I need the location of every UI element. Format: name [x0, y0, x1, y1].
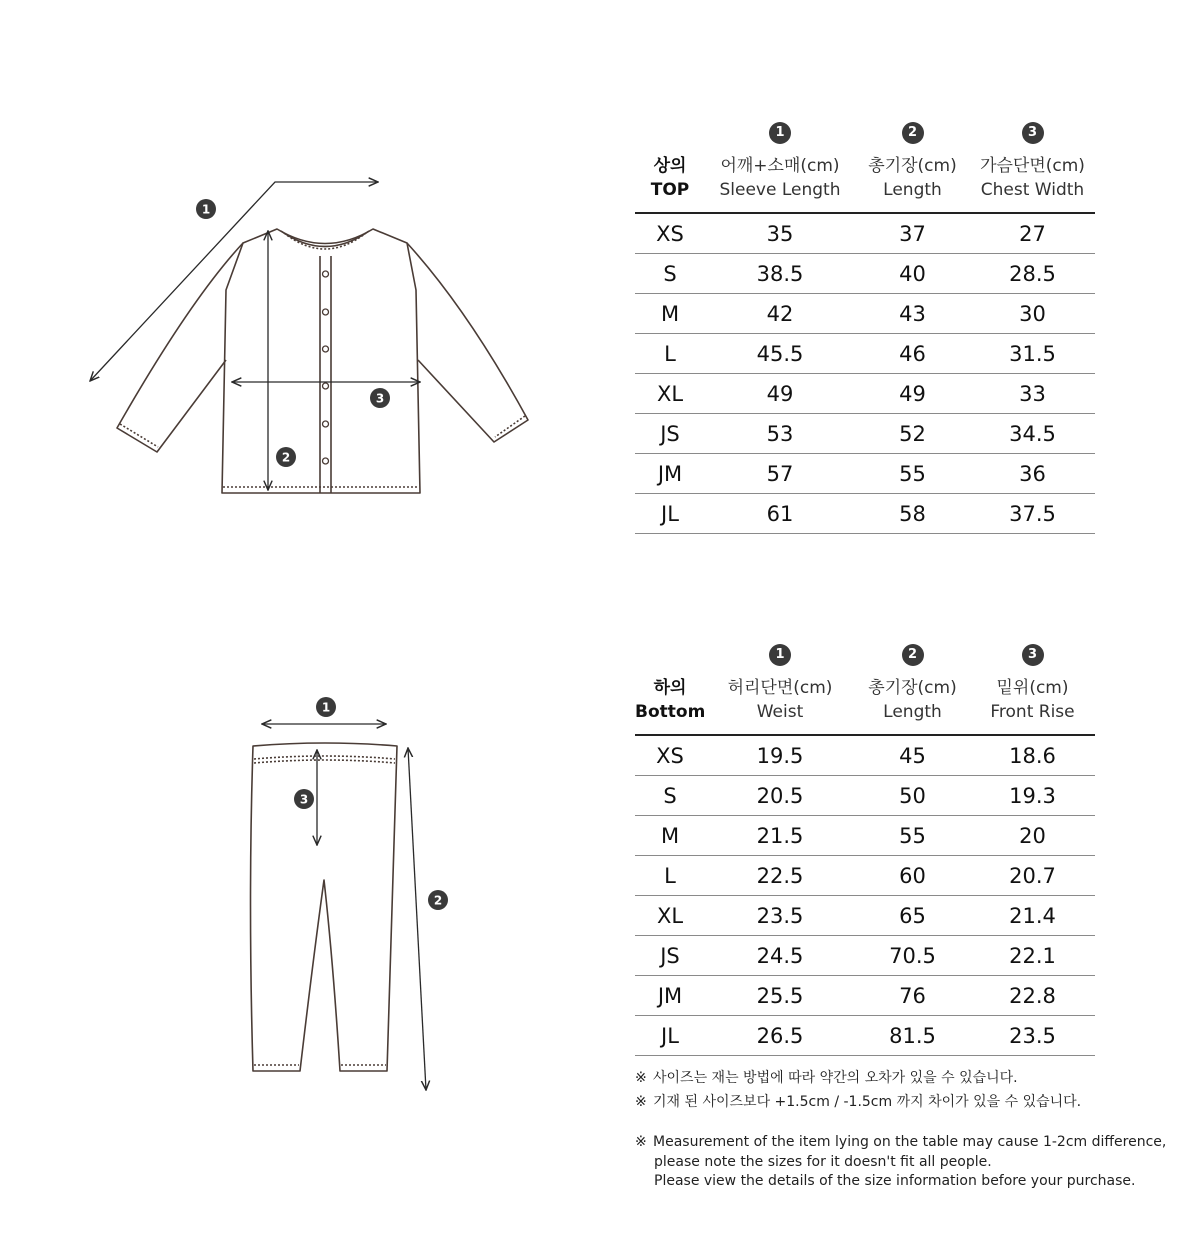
value-cell: 20.7 [970, 856, 1095, 896]
table-row [635, 976, 1095, 1016]
category-header: 상의 TOP [635, 144, 705, 213]
table-row [635, 816, 1095, 856]
note-line-ko-1: ※ 사이즈는 재는 방법에 따라 약간의 오차가 있을 수 있습니다. [635, 1070, 1018, 1086]
value-cell: 38.5 [705, 254, 855, 294]
size-cell: L [635, 334, 705, 374]
size-cell: XS [635, 213, 705, 254]
value-cell: 23.5 [970, 1016, 1095, 1056]
svg-text:1: 1 [321, 700, 331, 715]
size-cell: JS [635, 414, 705, 454]
note-line-en-1: ※ Measurement of the item lying on the table may cause 1-2cm difference, [635, 1134, 1167, 1150]
value-cell: 35 [705, 213, 855, 254]
value-cell: 27 [970, 213, 1095, 254]
svg-text:2: 2 [281, 450, 291, 465]
measure-badge-3: 3 [1022, 644, 1044, 666]
value-cell: 61 [705, 494, 855, 534]
size-cell: JS [635, 936, 705, 976]
category-header: 하의 Bottom [635, 666, 705, 735]
pants-length-arrow [408, 748, 426, 1090]
table-row [635, 254, 1095, 294]
value-cell: 50 [855, 776, 970, 816]
top-garment-diagram [80, 165, 540, 510]
size-cell: JL [635, 1016, 705, 1056]
table-row [635, 896, 1095, 936]
column-header: 가슴단면(cm) Chest Width [970, 144, 1095, 213]
bottom-label-1 [316, 697, 336, 717]
bottom-label-2 [428, 890, 448, 910]
bottom-label-3 [294, 789, 314, 809]
svg-text:3: 3 [375, 391, 385, 406]
korean-size-notes [635, 1066, 1195, 1114]
svg-text:1: 1 [201, 202, 211, 217]
bottom-garment-diagram [240, 690, 460, 1100]
value-cell: 20 [970, 816, 1095, 856]
pants-outline [251, 743, 398, 1071]
measure-badge-2: 2 [902, 644, 924, 666]
english-size-notes [635, 1133, 1195, 1192]
value-cell: 42 [705, 294, 855, 334]
column-header: 총기장(cm) Length [855, 144, 970, 213]
value-cell: 43 [855, 294, 970, 334]
value-cell: 60 [855, 856, 970, 896]
table-row [635, 776, 1095, 816]
column-header: 어깨+소매(cm) Sleeve Length [705, 144, 855, 213]
value-cell: 22.1 [970, 936, 1095, 976]
sleeve-length-arrow [90, 182, 378, 381]
value-cell: 21.5 [705, 816, 855, 856]
size-cell: XL [635, 896, 705, 936]
value-cell: 49 [705, 374, 855, 414]
table-row [635, 1016, 1095, 1056]
value-cell: 22.8 [970, 976, 1095, 1016]
top-size-table [635, 114, 1095, 534]
value-cell: 45 [855, 735, 970, 776]
table-row [635, 374, 1095, 414]
size-cell: JL [635, 494, 705, 534]
measure-badge-2: 2 [902, 122, 924, 144]
value-cell: 19.5 [705, 735, 855, 776]
value-cell: 18.6 [970, 735, 1095, 776]
value-cell: 52 [855, 414, 970, 454]
value-cell: 34.5 [970, 414, 1095, 454]
measure-badge-3: 3 [1022, 122, 1044, 144]
top-label-3 [370, 388, 390, 408]
value-cell: 65 [855, 896, 970, 936]
column-header: 총기장(cm) Length [855, 666, 970, 735]
table-row [635, 334, 1095, 374]
table-row [635, 735, 1095, 776]
value-cell: 58 [855, 494, 970, 534]
size-cell: M [635, 294, 705, 334]
value-cell: 26.5 [705, 1016, 855, 1056]
table-row [635, 856, 1095, 896]
value-cell: 76 [855, 976, 970, 1016]
bottom-size-table [635, 636, 1095, 1056]
table-row [635, 494, 1095, 534]
table-row [635, 454, 1095, 494]
value-cell: 19.3 [970, 776, 1095, 816]
value-cell: 53 [705, 414, 855, 454]
value-cell: 45.5 [705, 334, 855, 374]
value-cell: 30 [970, 294, 1095, 334]
svg-text:3: 3 [299, 792, 309, 807]
table-row [635, 414, 1095, 454]
measure-badge-1: 1 [769, 122, 791, 144]
value-cell: 40 [855, 254, 970, 294]
measure-badge-1: 1 [769, 644, 791, 666]
size-cell: M [635, 816, 705, 856]
value-cell: 46 [855, 334, 970, 374]
cardigan-outline [117, 229, 528, 493]
top-label-2 [276, 447, 296, 467]
column-header: 밑위(cm) Front Rise [970, 666, 1095, 735]
size-cell: JM [635, 976, 705, 1016]
value-cell: 24.5 [705, 936, 855, 976]
value-cell: 55 [855, 454, 970, 494]
size-cell: S [635, 776, 705, 816]
value-cell: 33 [970, 374, 1095, 414]
value-cell: 55 [855, 816, 970, 856]
size-cell: XS [635, 735, 705, 776]
value-cell: 25.5 [705, 976, 855, 1016]
table-row [635, 936, 1095, 976]
column-header: 허리단면(cm) Weist [705, 666, 855, 735]
value-cell: 28.5 [970, 254, 1095, 294]
value-cell: 49 [855, 374, 970, 414]
note-line-ko-2: ※ 기재 된 사이즈보다 +1.5cm / -1.5cm 까지 차이가 있을 수 있습니다. [635, 1094, 1082, 1110]
value-cell: 22.5 [705, 856, 855, 896]
value-cell: 57 [705, 454, 855, 494]
value-cell: 81.5 [855, 1016, 970, 1056]
table-row [635, 213, 1095, 254]
value-cell: 23.5 [705, 896, 855, 936]
value-cell: 21.4 [970, 896, 1095, 936]
value-cell: 37.5 [970, 494, 1095, 534]
size-cell: L [635, 856, 705, 896]
value-cell: 36 [970, 454, 1095, 494]
size-cell: S [635, 254, 705, 294]
top-label-1 [196, 199, 216, 219]
note-line-en-2: please note the sizes for it doesn't fit all people. [654, 1153, 992, 1170]
value-cell: 37 [855, 213, 970, 254]
svg-text:2: 2 [433, 893, 443, 908]
value-cell: 31.5 [970, 334, 1095, 374]
buttons [323, 271, 329, 464]
size-cell: JM [635, 454, 705, 494]
value-cell: 70.5 [855, 936, 970, 976]
value-cell: 20.5 [705, 776, 855, 816]
table-row [635, 294, 1095, 334]
note-line-en-3: Please view the details of the size information before your purchase. [654, 1173, 1136, 1189]
size-cell: XL [635, 374, 705, 414]
